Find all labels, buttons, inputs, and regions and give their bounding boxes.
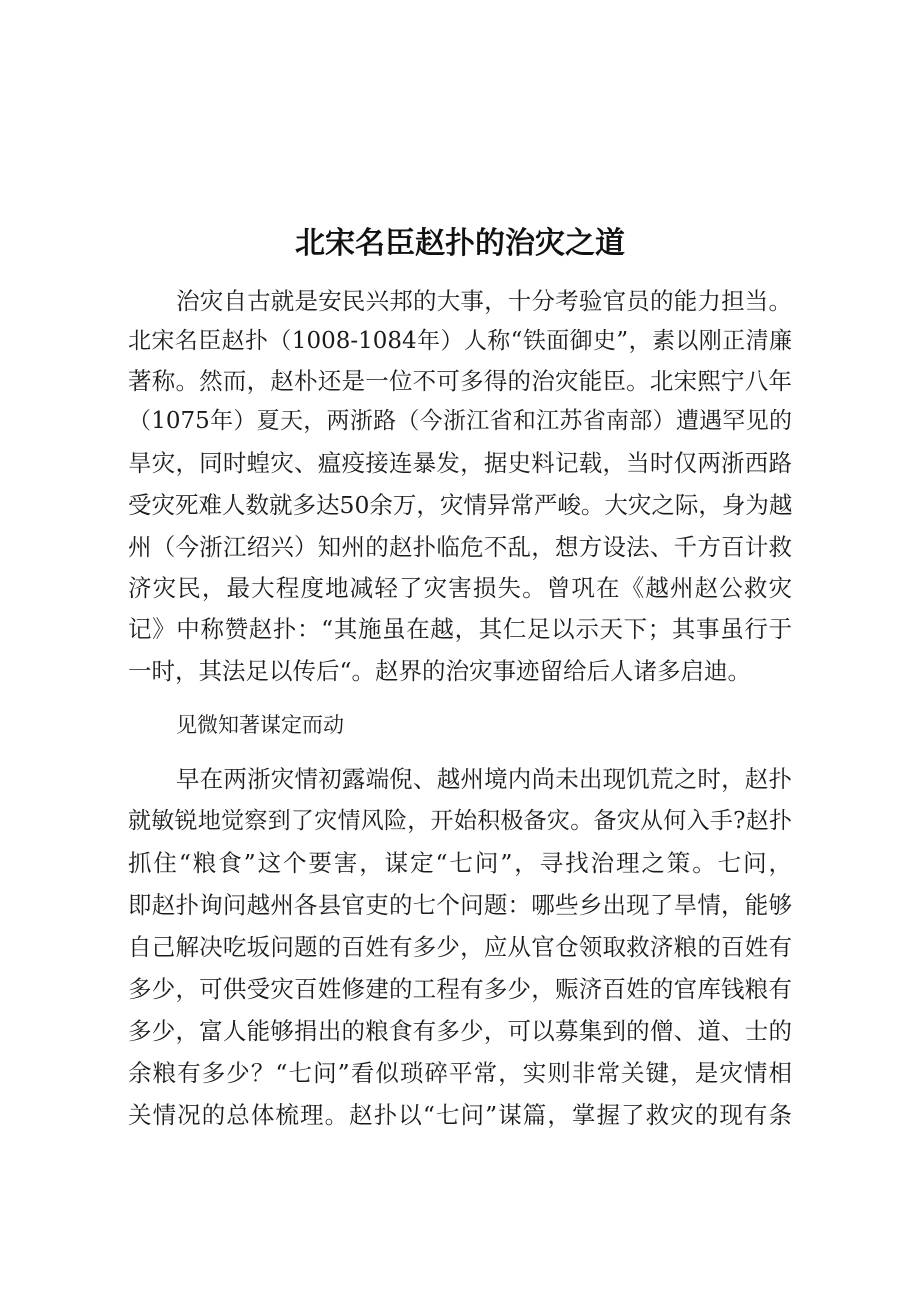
paragraph-1-line: 著称。然而，赵朴还是一位不可多得的治灾能臣。北宋熙宁八年 [128, 367, 792, 395]
paragraph-2-line: 就敏锐地觉察到了灾情风险，开始积极备灾。备灾从何入手?赵扑 [128, 808, 792, 834]
paragraph-2-line: 即赵扑询问越州各县官吏的七个问题：哪些乡出现了旱情，能够 [128, 891, 792, 919]
paragraph-1-line: （1075年）夏天，两浙路（今浙江省和江苏省南部）遭遇罕见的 [128, 408, 792, 434]
paragraph-1-line: 一时，其法足以传后“。赵界的治灾事迹留给后人诸多启迪。 [128, 657, 752, 685]
paragraph-2-line: 多少，富人能够捐出的粮食有多少，可以募集到的僧、道、士的 [128, 1017, 792, 1045]
paragraph-1-line: 济灾民，最大程度地减轻了灾害损失。曾巩在《越州赵公救灾 [128, 574, 792, 602]
paragraph-1-line: 治灾自古就是安民兴邦的大事，十分考验官员的能力担当。 [176, 287, 792, 315]
paragraph-2-line: 关情况的总体梳理。赵扑以“七问”谋篇，掌握了救灾的现有条 [128, 1101, 792, 1129]
paragraph-1-line: 受灾死难人数就多达50余万，灾情异常严峻。大灾之际，身为越 [128, 491, 792, 519]
paragraph-2-line: 自己解决吃坂问题的百姓有多少，应从官仓领取救济粮的百姓有 [128, 933, 792, 961]
paragraph-2-line: 早在两浙灾情初露端倪、越州境内尚未出现饥荒之时，赵扑 [176, 765, 792, 793]
paragraph-1-line: 北宋名臣赵扑（1008-1084年）人称“铁面御史”，素以刚正清廉 [128, 328, 792, 354]
document-title: 北宋名臣赵扑的治灾之道 [295, 226, 625, 261]
paragraph-2-line: 余粮有多少？“七问”看似琐碎平常，实则非常关键，是灾情相 [128, 1059, 792, 1087]
paragraph-2-line: 抓住“粮食”这个要害，谋定“七问”，寻找治理之策。七问， [128, 849, 792, 877]
paragraph-1-line: 旱灾，同时蝗灾、瘟疫接连暴发，据史料记载，当时仅两浙西路 [128, 449, 792, 477]
paragraph-1-line: 记》中称赞赵扑：“其施虽在越，其仁足以示天下；其事虽行于 [128, 615, 792, 643]
paragraph-2-line: 多少，可供受灾百姓修建的工程有多少，赈济百姓的官库钱粮有 [128, 975, 792, 1003]
paragraph-1-line: 州（今浙江绍兴）知州的赵扑临危不乱，想方设法、千方百计救 [128, 533, 792, 561]
section-subheading: 见微知著谋定而动 [176, 713, 344, 737]
